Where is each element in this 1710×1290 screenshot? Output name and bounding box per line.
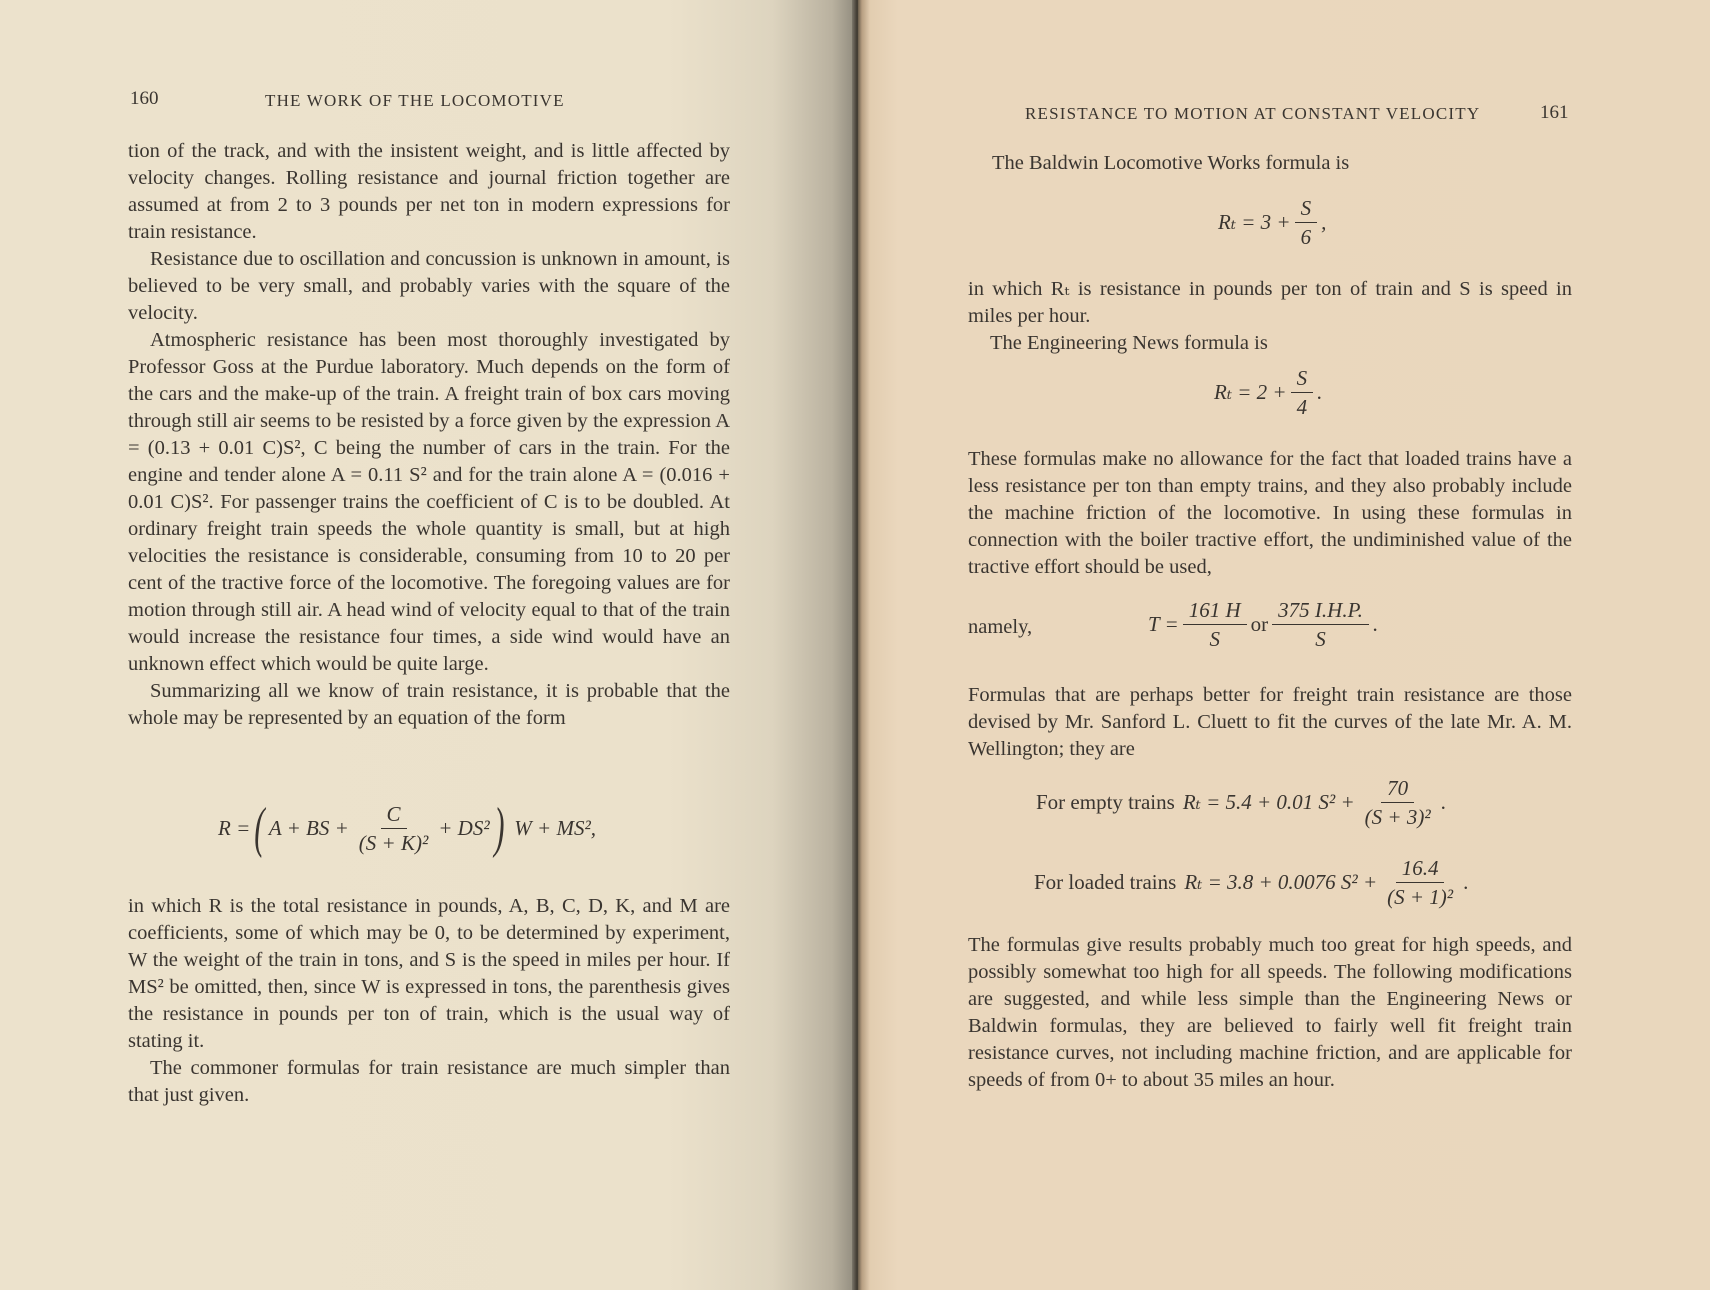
equation-loaded-trains: For loaded trains Rₜ = 3.8 + 0.0076 S² + $\frac{16.4}{\text{(S + 1)²}}$ . xyxy=(1034,856,1469,909)
paragraph: Summarizing all we know of train resistance, it is probable that the whole may be represented by an equation of the form xyxy=(128,680,730,729)
page-number-right: 161 xyxy=(1540,102,1569,123)
final-paragraph: The formulas give results probably much too great for high speeds, and possibly somewhat too high for all speeds. The following modifications are suggested, and while less simple than the Engineering News or Baldwin formulas, they are believed to fairly well fit freight train resistance curves, not including machine friction, and are applicable for speeds of from 0+ to about 35 miles an hour. xyxy=(968,934,1572,1091)
page-number-left: 160 xyxy=(130,88,159,109)
paragraph: in which R is the total resistance in pounds, A, B, C, D, K, and M are coefficients, some of which may be 0, to be determined by experiment, W the weight of the train in tons, and S is the speed in miles per hour. If MS² be omitted, then, since W is expressed in tons, the parenthesis gives the resistance in pounds per ton of train, which is the usual way of stating it. xyxy=(128,895,730,1052)
equation-baldwin: Rₜ = 3 + $\frac{S}{6}$ , xyxy=(1218,196,1327,249)
baldwin-intro: The Baldwin Locomotive Works formula is xyxy=(992,152,1350,174)
paragraph: The commoner formulas for train resistance are much simpler than that just given. xyxy=(128,1057,730,1106)
paragraph: tion of the track, and with the insistent weight, and is little affected by velocity changes. Rolling resistance and journal friction together are assumed at from 2 to 3 pounds per net ton in modern expressions for train resistance. xyxy=(128,140,730,243)
equation-engineering-news: Rₜ = 2 + $\frac{S}{4}$ . xyxy=(1214,366,1323,419)
equation-empty-trains: For empty trains Rₜ = 5.4 + 0.01 S² + $\frac{70}{\text{(S + 3)²}}$ . xyxy=(1036,776,1446,829)
left-body-text xyxy=(128,138,730,732)
left-body-text-after xyxy=(128,893,730,1109)
namely-label: namely, xyxy=(968,616,1033,638)
right-page xyxy=(858,0,1710,1290)
fraction: $\frac{C}{\text{(S + K)²}}$ xyxy=(358,801,429,855)
cluett-paragraph: Formulas that are perhaps better for freight train resistance are those devised by Mr. Sanford L. Cluett to fit the curves of the late Mr. A. M. Wellington; they are xyxy=(968,684,1572,760)
formulas-note: These formulas make no allowance for the fact that loaded trains have a less resistance per ton than empty trains, and they also probably include the machine friction of the locomotive. In using these formulas in connection with the boiler tractive effort, the undiminished value of the tractive effort should be used, xyxy=(968,448,1572,578)
running-head-right: RESISTANCE TO MOTION AT CONSTANT VELOCITY xyxy=(1025,104,1481,123)
paragraph: Resistance due to oscillation and concussion is unknown in amount, is believed to be very small, and probably varies with the square of the velocity. xyxy=(128,248,730,324)
equation-tractive-effort: T = $\frac{161 H}{S}$ or $\frac{375 I.H.P.}{S}$ . xyxy=(1148,598,1379,651)
paragraph: Atmospheric resistance has been most thoroughly investigated by Professor Goss at the Purdue laboratory. Much depends on the form of the cars and the make-up of the train. A freight train of box cars moving through still air seems to be resisted by a force given by the expression A = (0.13 + 0.01 C)S², C being the number of cars in the train. For the engine and tender alone A = 0.11 S² and for the train alone A = (0.016 + 0.01 C)S². For passenger trains the coefficient of C is to be doubled. At ordinary freight train speeds the whole quantity is small, but at high velocities the resistance is considerable, consuming from 10 to 20 per cent of the tractive force of the locomotive. The foregoing values are for motion through still air. A head wind of velocity equal to that of the train would increase the resistance four times, a side wind would have an unknown effect which would be quite large. xyxy=(128,329,730,675)
baldwin-description: in which Rₜ is resistance in pounds per ton of train and S is speed in miles per hour. The Engineering News formula is xyxy=(968,278,1572,354)
equation-general-resistance: R = ( A + BS + $\frac{C}{\text{(S + K)²}}$ + DS² ) W + MS², xyxy=(218,797,596,859)
running-head-left: THE WORK OF THE LOCOMOTIVE xyxy=(265,91,565,110)
